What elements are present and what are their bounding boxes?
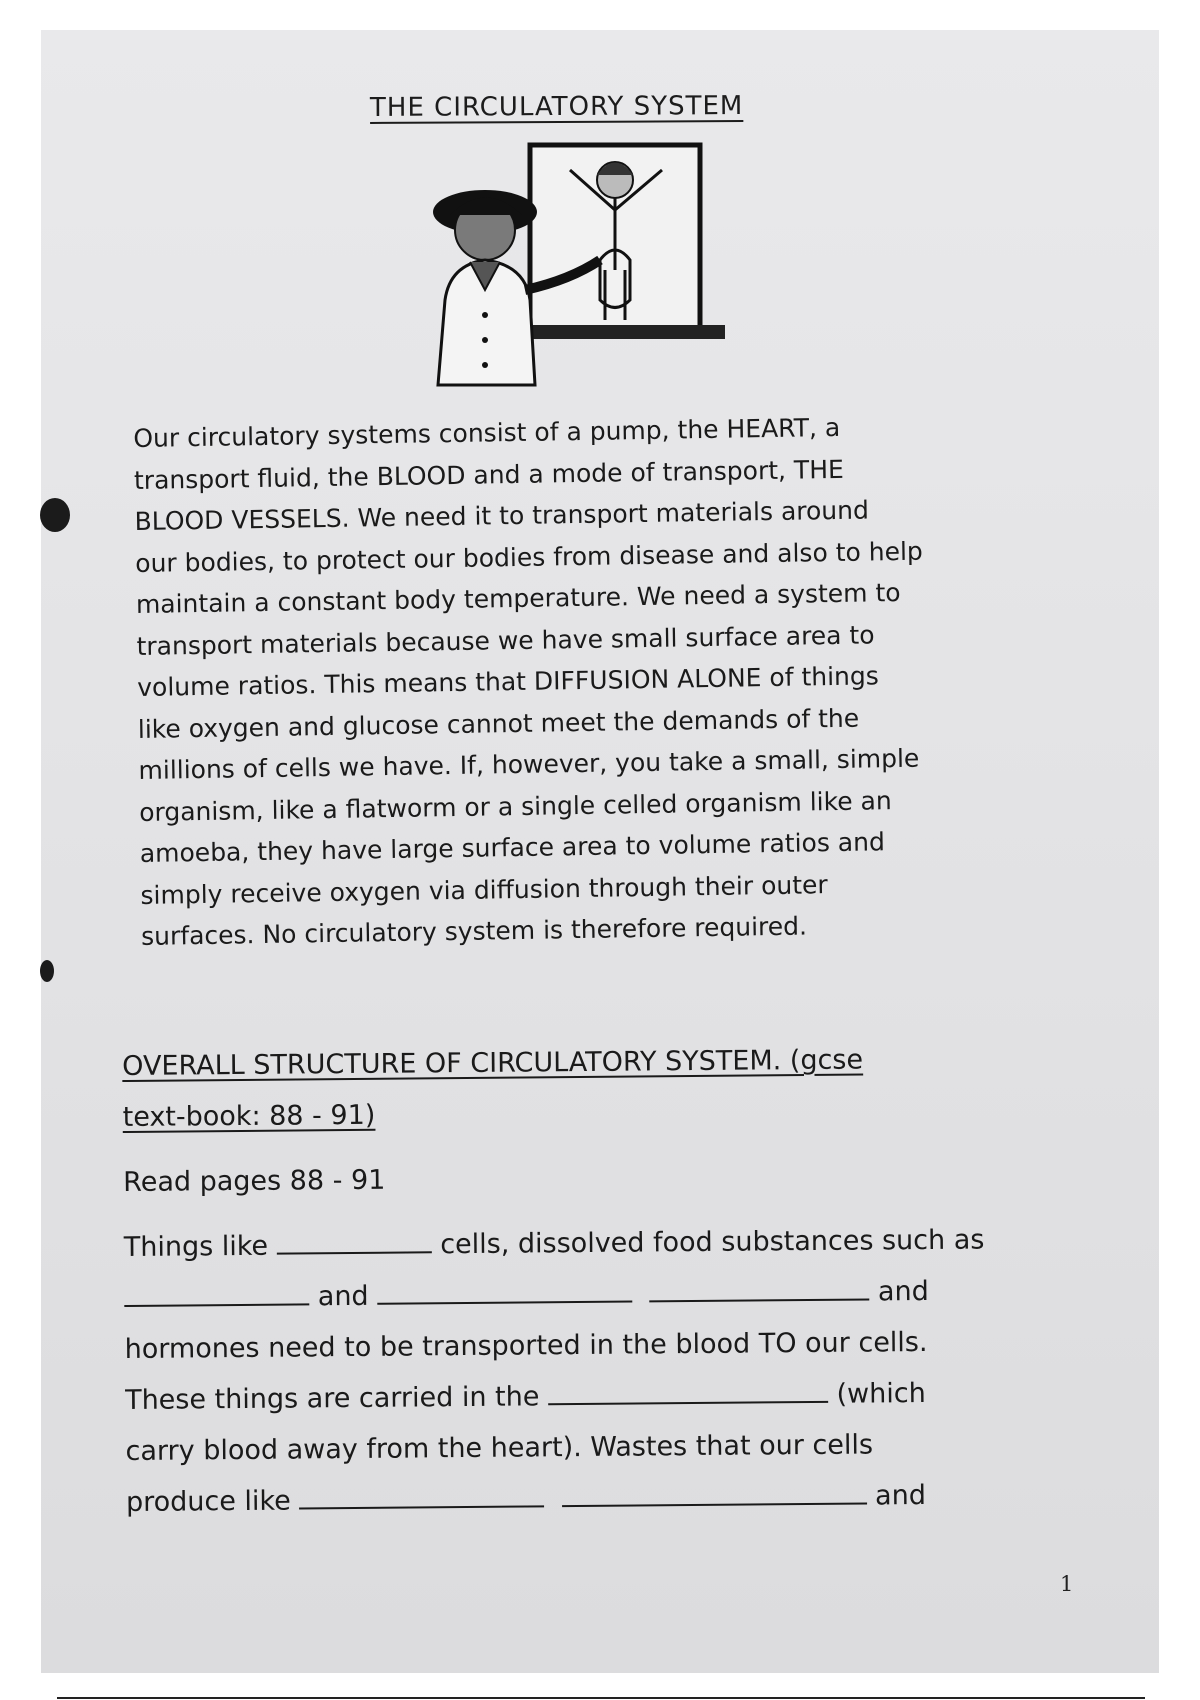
punch-hole	[40, 498, 70, 532]
intro-line: organism, like a flatworm or a single celled organism like an	[138, 785, 892, 827]
fill-line-3: hormones need to be transported in the blood TO our cells.	[124, 1326, 928, 1365]
text: cells, dissolved food substances such as	[440, 1224, 985, 1261]
section-heading-cont: text-book: 88 - 91)	[122, 1099, 376, 1133]
text: and	[317, 1280, 369, 1313]
intro-line: simply receive oxygen via diffusion through their outer	[140, 869, 828, 910]
teacher-illustration	[430, 140, 750, 390]
answer-blank[interactable]	[649, 1270, 869, 1302]
intro-line: transport fluid, the BLOOD and a mode of transport, THE	[133, 454, 845, 495]
answer-blank[interactable]	[299, 1477, 544, 1509]
text: produce like	[125, 1485, 291, 1518]
fill-line-1	[124, 1214, 1104, 1274]
page-number: 1	[1060, 1572, 1074, 1596]
intro-line: BLOOD VESSELS. We need it to transport materials around	[134, 495, 870, 536]
intro-line: like oxygen and glucose cannot meet the demands of the	[137, 703, 860, 744]
intro-paragraph	[133, 404, 1041, 958]
text: and	[874, 1480, 927, 1512]
answer-blank[interactable]	[548, 1373, 828, 1405]
intro-line: surfaces. No circulatory system is therefore required.	[140, 911, 808, 951]
fill-line-6	[126, 1469, 1106, 1529]
answer-blank[interactable]	[377, 1273, 632, 1305]
fill-line-2	[124, 1265, 1104, 1325]
text: (which	[836, 1378, 926, 1410]
read-pages-instruction: Read pages 88 - 91	[123, 1164, 386, 1198]
structure-section	[122, 1033, 1106, 1529]
text: Things like	[123, 1230, 269, 1263]
page-title: THE CIRCULATORY SYSTEM	[369, 91, 744, 123]
intro-line: our bodies, to protect our bodies from disease and also to help	[135, 536, 923, 578]
text: and	[877, 1275, 929, 1308]
fill-line-5: carry blood away from the heart). Wastes that our cells	[125, 1429, 874, 1467]
punch-hole	[40, 960, 54, 982]
fill-line-4	[125, 1367, 1105, 1427]
text: These things are carried in the	[124, 1381, 540, 1416]
intro-line: amoeba, they have large surface area to volume ratios and	[139, 827, 886, 868]
answer-blank[interactable]	[276, 1223, 431, 1254]
answer-blank[interactable]	[124, 1275, 309, 1307]
intro-line: millions of cells we have. If, however, you take a small, simple	[138, 743, 920, 785]
intro-line: maintain a constant body temperature. We need a system to	[135, 577, 901, 619]
answer-blank[interactable]	[561, 1475, 866, 1508]
intro-line: volume ratios. This means that DIFFUSION ALONE of things	[137, 661, 880, 702]
divider	[57, 1697, 1145, 1699]
section-heading: OVERALL STRUCTURE OF CIRCULATORY SYSTEM. (gcse	[122, 1044, 864, 1082]
intro-line: Our circulatory systems consist of a pump, the HEART, a	[133, 412, 841, 453]
intro-line: transport materials because we have small surface area to	[136, 619, 875, 661]
